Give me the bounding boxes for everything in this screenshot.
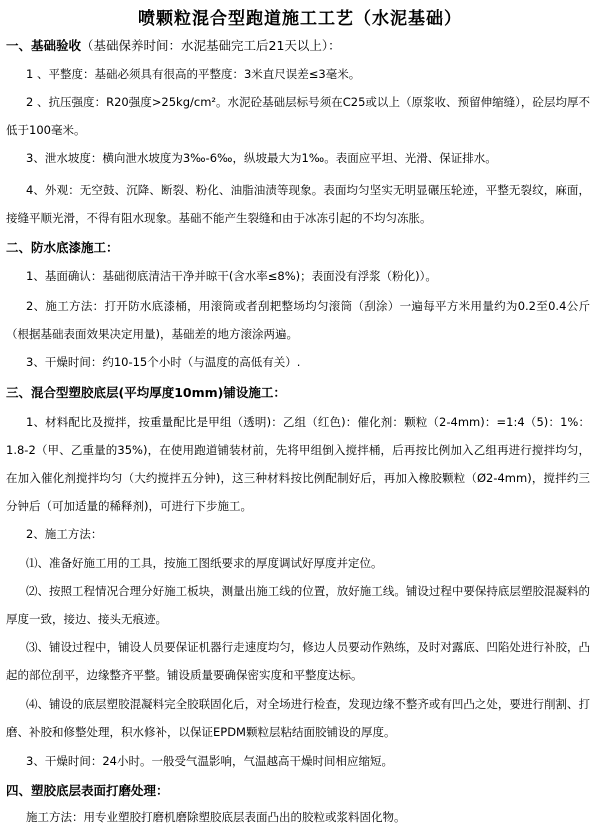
s1-compressive-strength: 2 、抗压强度：R20强度>25kg/cm²。水泥砼基础层标号须在C25或以上（原浆收、预留伸缩缝），砼层均厚不低于100毫米。 xyxy=(6,95,590,137)
section-4-heading: 四、塑胶底层表面打磨处理： xyxy=(6,783,169,798)
document-title: 喷颗粒混合型跑道施工工艺（水泥基础） xyxy=(138,9,462,29)
s3-method-title: 2、施工方法： xyxy=(26,527,103,541)
s3-step-4: ⑷、铺设的底层塑胶混凝料完全胶联固化后，对全场进行检查，发现边缘不整齐或有凹凸之处，要进行削割、打磨、补胶和修整处理，积水修补，以保证EPDM颗粒层粘结面胶铺设的厚度。 xyxy=(6,697,590,739)
s1-drainage-slope: 3、泄水坡度：横向泄水坡度为3‰-6‰，纵坡最大为1‰。表面应平坦、光滑、保证排水。 xyxy=(26,151,497,165)
section-2-heading: 二、防水底漆施工： xyxy=(6,240,119,255)
section-1-heading xyxy=(6,36,341,54)
section-3-heading: 三、混合型塑胶底层(平均厚度10mm)铺设施工： xyxy=(6,385,286,400)
section-1-title: 一、基础验收 xyxy=(6,38,82,53)
s3-mixing: 1、材料配比及搅拌，按重量配比是甲组（透明)：乙组（红色)：催化剂：颗粒（2-4mm)：=1:4（5)：1%：1.8-2（甲、乙重量的35%)，在使用跑道铺装材前，先将甲组倒入搅拌桶，后再按比例加入乙组再进行搅拌均匀，在加入催化剂搅拌均匀（大约搅拌五分钟)，这三种材料按比例配制好后，再加入橡胶颗粒（Ø2-4mm)，搅拌约三分钟后（可加适量的稀释剂)，可进行下步施工。 xyxy=(6,415,590,513)
s3-step-2: ⑵、按照工程情况合理分好施工板块，测量出施工线的位置，放好施工线。铺设过程中要保持底层塑胶混凝料的厚度一致，接边、接头无痕迹。 xyxy=(6,584,590,626)
s2-drying-time: 3、干燥时间：约10-15个小时（与温度的高低有关）. xyxy=(26,355,301,369)
s3-drying-time: 3、干燥时间：24小时。一般受气温影响，气温越高干燥时间相应缩短。 xyxy=(26,754,393,768)
s2-method: 2、施工方法：打开防水底漆桶，用滚筒或者刮耙整场均匀滚筒（刮涂）一遍每平方米用量约为0.2至0.4公斤（根据基础表面效果决定用量)，基础差的地方滚涂两遍。 xyxy=(6,299,590,341)
s1-flatness: 1 、平整度：基础必须具有很高的平整度：3米直尺误差≤3毫米。 xyxy=(26,67,361,81)
s3-step-3: ⑶、铺设过程中，铺设人员要保证机器行走速度均匀，修边人员要动作熟练，及时对露底、凹陷处进行补胶，凸起的部位刮平，边缘整齐平整。铺设质量要确保密实度和平整度达标。 xyxy=(6,640,590,682)
s4-method: 施工方法：用专业塑胶打磨机磨除塑胶底层表面凸出的胶粒或浆料固化物。 xyxy=(26,810,406,824)
s3-step-1: ⑴、准备好施工用的工具，按施工图纸要求的厚度调试好厚度并定位。 xyxy=(26,556,383,570)
section-1-note: （基础保养时间：水泥基础完工后21天以上）： xyxy=(81,38,341,53)
s2-base-check: 1、基面确认：基础彻底清洁干净并晾干(含水率≤8%)；表面没有浮浆（粉化)）。 xyxy=(26,269,437,283)
s1-appearance: 4、外观：无空鼓、沉降、断裂、粉化、油脂油渍等现象。表面均匀坚实无明显碾压轮迹，平整无裂纹，麻面，接缝平顺光滑，不得有阻水现象。基础不能产生裂缝和由于冰冻引起的不均匀冻胀。 xyxy=(6,183,590,225)
